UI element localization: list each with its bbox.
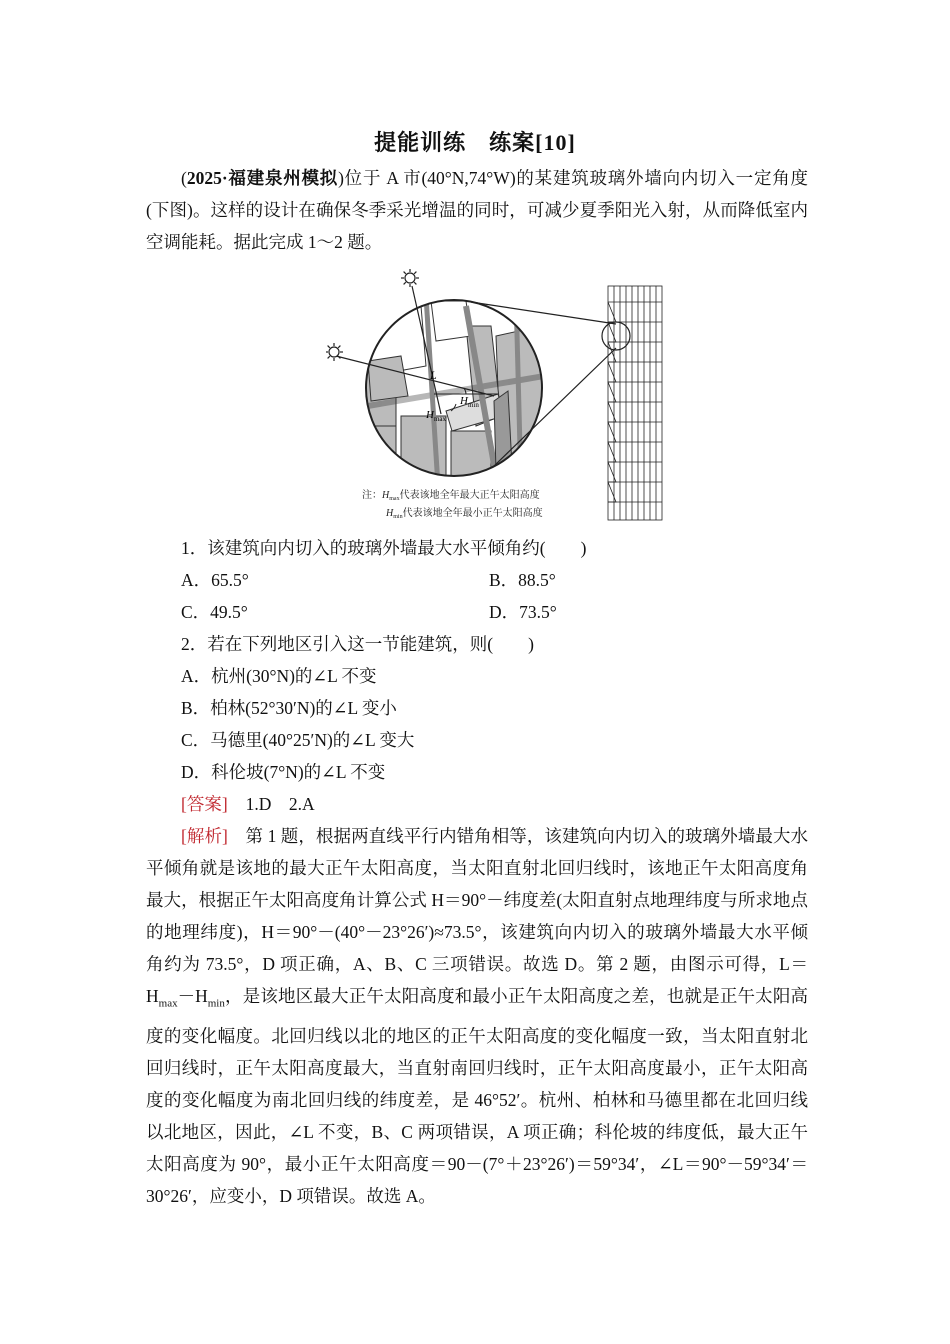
sun-icon-high	[401, 269, 419, 287]
q1-option-c: C．49.5°	[181, 602, 248, 622]
q2-option-b: B．柏林(52°30′N)的∠L 变小	[181, 698, 397, 718]
page-title: 提能训练 练案[10]	[374, 130, 576, 155]
analysis-part2: ，是该地区最大正午太阳高度和最小正午太阳高度之差，也就是正午太阳高度的变化幅度。北回归线以北的地区的正午太阳高度的变化幅度一致，当太阳直射北回归线时，正午太阳高度最大，当直射南回归线时，正午太阳高度最小，正午太阳高度的变化幅度为南北回归线的纬度差，是 46°52′。杭州、柏林和马德里都在北回归线以北地区，因此，∠L 不变，B、C 两项错误，A 项正确；科伦坡的纬度低，最大正午太阳高度为 90°，最小正午太阳高度＝90－(7°＋23°26′)＝59°34′，∠L＝90°－59°34′＝30°26′，应变小，D 项错误。故选 A。	[146, 986, 808, 1206]
answer-label: [答案]	[181, 794, 228, 814]
analysis-minus: －H	[177, 986, 208, 1006]
label-L: L	[430, 368, 437, 382]
intro-paren-open: (	[181, 168, 187, 188]
q2-option-c: C．马德里(40°25′N)的∠L 变大	[181, 730, 415, 750]
intro-paragraph	[146, 162, 808, 258]
building-diagram	[326, 266, 672, 524]
q1-stem: 1．该建筑向内切入的玻璃外墙最大水平倾角约( )	[181, 538, 587, 558]
answer-line	[181, 788, 315, 820]
analysis-paragraph	[146, 820, 808, 1212]
label-hmin: $H_{min}$	[460, 395, 479, 409]
figure-note-2: $H_{min}$代表该地全年最小正午太阳高度	[386, 508, 543, 520]
q1-option-d: D．73.5°	[489, 602, 557, 622]
sun-icon-low	[326, 343, 343, 361]
q2-option-a: A．杭州(30°N)的∠L 不变	[181, 666, 377, 686]
intro-source: 2025·福建泉州模拟	[186, 168, 339, 188]
figure-note-1: 注：$H_{max}$代表该地全年最大正午太阳高度	[362, 490, 540, 502]
intro-text: )位于 A 市(40°N,74°W)的某建筑玻璃外墙向内切入一定角度(下图)。这样的设计在确保冬季采光增温的同时，可减少夏季阳光入射，从而降低室内空调能耗。据此完成 1～2 题。	[146, 168, 808, 252]
label-hmax: $H_{max}$	[426, 409, 447, 423]
analysis-part1: 第 1 题，根据两直线平行内错角相等，该建筑向内切入的玻璃外墙最大水平倾角就是该地的最大正午太阳高度，当太阳直射北回归线时，该地正午太阳高度角最大，根据正午太阳高度角计算公式 H＝90°－纬度差(太阳直射点地理纬度与所求地点的地理纬度)，H＝90°－(40°－23°26′)≈73.5°，该建筑向内切入的玻璃外墙最大水平倾角约为 73.5°，D 项正确，A、B、C 三项错误。故选 D。第 2 题，由图示可得，L＝H	[146, 826, 809, 1006]
q1-option-b: B．88.5°	[489, 570, 556, 590]
analysis-sub-min: min	[207, 997, 225, 1010]
building-figure	[326, 266, 672, 524]
analysis-sub-max: max	[158, 997, 178, 1010]
analysis-label: [解析]	[181, 826, 228, 846]
q2-stem: 2．若在下列地区引入这一节能建筑，则( )	[181, 634, 534, 654]
answer-text: 1.D 2.A	[245, 794, 315, 814]
q1-option-a: A．65.5°	[181, 570, 249, 590]
q2-option-d: D．科伦坡(7°N)的∠L 不变	[181, 762, 386, 782]
building-facade	[608, 286, 662, 520]
